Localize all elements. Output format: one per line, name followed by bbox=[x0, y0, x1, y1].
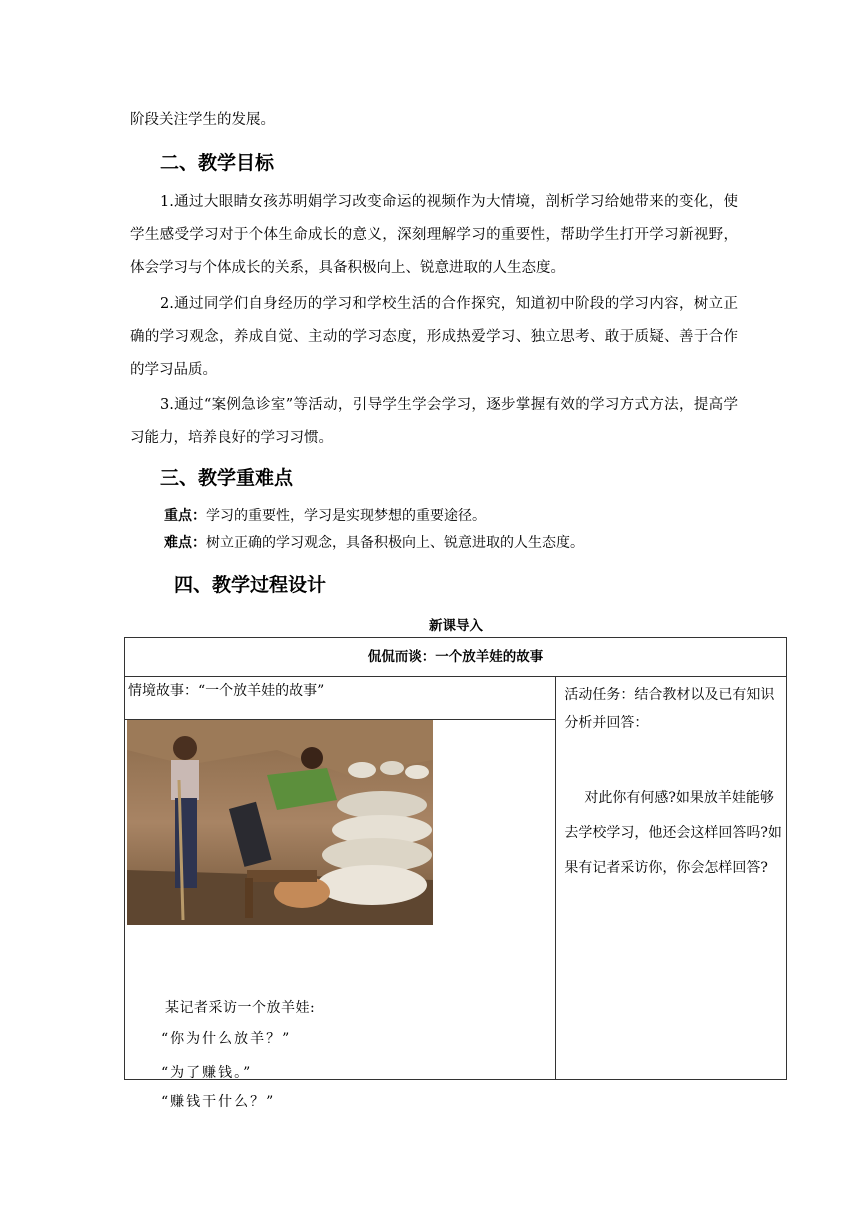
table-caption: 新课导入 bbox=[429, 618, 483, 634]
section-heading-key-points: 三、教学重难点 bbox=[160, 467, 294, 489]
lesson-table bbox=[124, 637, 787, 1110]
difficult-point-text: 树立正确的学习观念，具备积极向上、锐意进取的人生态度。 bbox=[206, 535, 584, 551]
scene-label: 情境故事：“一个放羊娃的故事” bbox=[125, 677, 555, 720]
objective-item-1: 1.通过大眼睛女孩苏明娟学习改变命运的视频作为大情境，剖析学习给她带来的变化，使学生感受学习对于个体生命成长的意义，深刻理解学习的重要性，帮助学生打开学习新视野，体会学习与个体成长的关系，具备积极向上、锐意进取的人生态度。 bbox=[130, 194, 738, 276]
dialogue-line-2: “你为什么放羊？” bbox=[161, 1031, 292, 1047]
dialogue-line-3: “为了赚钱。” bbox=[161, 1065, 253, 1081]
key-point-label: 重点： bbox=[164, 508, 206, 524]
difficult-point-label: 难点： bbox=[164, 535, 206, 551]
key-point-row bbox=[164, 505, 486, 527]
key-point-text: 学习的重要性，学习是实现梦想的重要途径。 bbox=[206, 508, 486, 524]
objective-item-2: 2.通过同学们自身经历的学习和学校生活的合作探究，知道初中阶段的学习内容，树立正确的学习观念，养成自觉、主动的学习态度，形成热爱学习、独立思考、敢于质疑、善于合作的学习品质。 bbox=[130, 296, 738, 378]
dialogue-line-4: “赚钱干什么？” bbox=[161, 1094, 276, 1110]
activity-question: 对此你有何感?如果放羊娃能够去学校学习，他还会这样回答吗?如果有记者采访你，你会怎样回答? bbox=[564, 790, 782, 876]
story-cell bbox=[125, 677, 556, 1110]
section-heading-process: 四、教学过程设计 bbox=[174, 574, 327, 596]
table-title: 侃侃而谈：一个放羊娃的故事 bbox=[125, 638, 787, 677]
section-heading-objectives: 二、教学目标 bbox=[160, 152, 275, 174]
activity-task: 活动任务：结合教材以及已有知识分析并回答： bbox=[564, 687, 775, 731]
shepherd-boy-photo bbox=[127, 720, 433, 925]
difficult-point-row bbox=[164, 532, 584, 554]
dialogue-line-1: 某记者采访一个放羊娃: bbox=[165, 1000, 316, 1016]
task-cell bbox=[556, 677, 787, 1080]
objective-item-3: 3.通过“案例急诊室”等活动，引导学生学会学习，逐步掌握有效的学习方式方法，提高学习能力，培养良好的学习习惯。 bbox=[130, 397, 738, 446]
intro-tail: 阶段关注学生的发展。 bbox=[130, 112, 275, 128]
